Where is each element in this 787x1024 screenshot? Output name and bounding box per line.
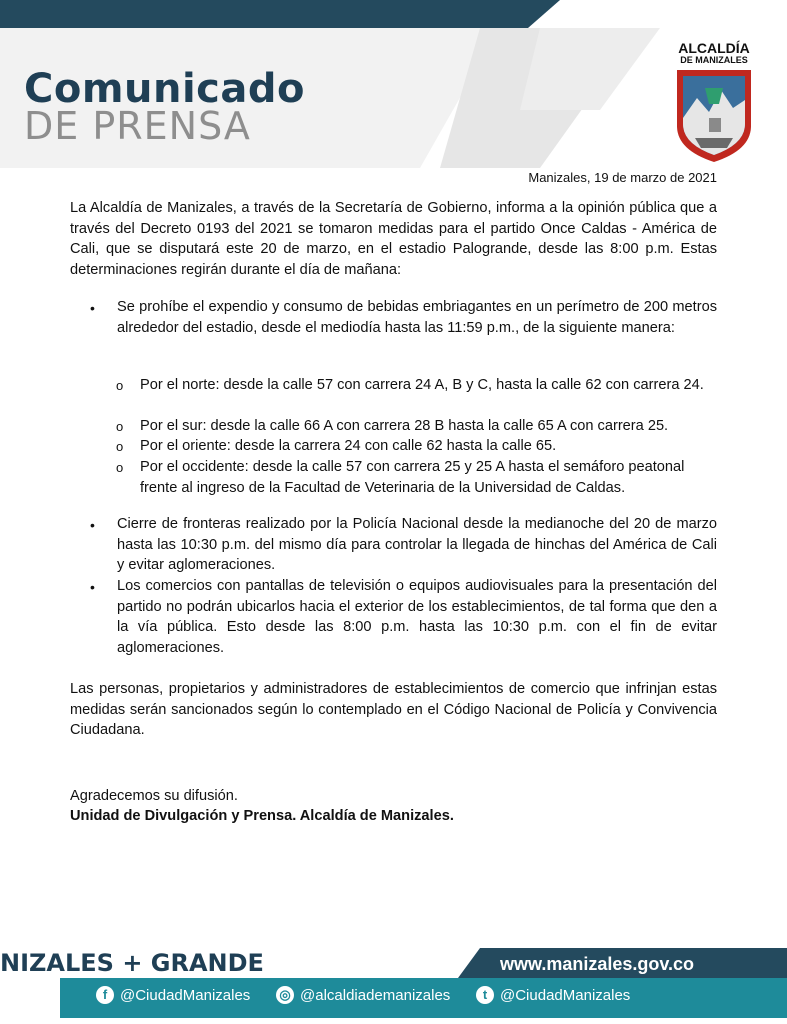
- signature-line: Unidad de Divulgación y Prensa. Alcaldía de Manizales.: [70, 808, 454, 824]
- bullet-marker: •: [90, 517, 95, 533]
- page-title: Comunicado: [24, 66, 305, 112]
- sub-item: Por el occidente: desde la calle 57 con carrera 25 y 25 A hasta el semáforo peatonal frente al ingreso de la Facultad de Veterinaria de la Universidad de Caldas.: [140, 459, 685, 496]
- bullet-marker: •: [90, 579, 95, 595]
- footer-brand: NIZALES + GRANDE: [0, 949, 264, 977]
- website-link[interactable]: www.manizales.gov.co: [500, 954, 695, 974]
- page-subtitle: DE PRENSA: [24, 104, 251, 148]
- logo-text: ALCALDÍA: [678, 40, 750, 56]
- twitter-icon: t: [476, 986, 494, 1004]
- sub-marker: o: [116, 460, 124, 475]
- twitter-handle: @CiudadManizales: [500, 986, 631, 1004]
- intro-paragraph: La Alcaldía de Manizales, a través de la Secretaría de Gobierno, informa a la opinión pública que a través del Decreto 0193 del 2021 se tomaron medidas para el partido Once Caldas - América de Cali, que se disputará este 20 de marzo, en el estadio Palogrande, desde las 8:00 p.m. Estas determinaciones regirán durante el día de mañana:: [70, 200, 717, 278]
- sub-item: Por el sur: desde la calle 66 A con carrera 28 B hasta la calle 65 A con carrera 25.: [140, 418, 669, 434]
- date-line: Manizales, 19 de marzo de 2021: [528, 170, 717, 185]
- instagram-link[interactable]: [276, 986, 450, 1004]
- bullet-item: Los comercios con pantallas de televisión o equipos audiovisuales para la presentación del partido no podrán ubicarlos hacia el exterior de los establecimientos, de tal forma que den a la vía pública. Esto desde las 8:00 p.m. hasta las 10:30 p.m. con el fin de evitar aglomeraciones.: [117, 578, 717, 656]
- logo-subtext: DE MANIZALES: [680, 55, 748, 65]
- sub-item: Por el oriente: desde la carrera 24 con calle 62 hasta la calle 65.: [140, 438, 557, 454]
- facebook-link[interactable]: [96, 986, 250, 1004]
- bullet-item: Cierre de fronteras realizado por la Policía Nacional desde la medianoche del 20 de marzo hasta las 10:30 p.m. del mismo día para controlar la llegada de hinchas del América de Cali y evitar aglomeraciones.: [117, 516, 717, 573]
- sub-marker: o: [116, 378, 124, 393]
- facebook-handle: @CiudadManizales: [120, 986, 251, 1004]
- closing-paragraph: Las personas, propietarios y administradores de establecimientos de comercio que infrinjan estas medidas serán sancionados según lo contemplado en el Código Nacional de Policía y Convivencia Ciudadana.: [70, 681, 717, 738]
- coat-of-arms-icon: [675, 68, 753, 164]
- thanks-line: Agradecemos su difusión.: [70, 788, 238, 804]
- sub-marker: o: [116, 419, 124, 434]
- bullet-marker: •: [90, 300, 95, 316]
- instagram-icon: ◎: [276, 986, 294, 1004]
- twitter-link[interactable]: [476, 986, 630, 1004]
- instagram-handle: @alcaldiademanizales: [300, 986, 451, 1004]
- bullet-item: Se prohíbe el expendio y consumo de bebidas embriagantes en un perímetro de 200 metros alrededor del estadio, desde el mediodía hasta las 11:59 p.m., de la siguiente manera:: [117, 299, 717, 336]
- sub-marker: o: [116, 439, 124, 454]
- sub-item: Por el norte: desde la calle 57 con carrera 24 A, B y C, hasta la calle 62 con carrera 24.: [140, 377, 704, 393]
- facebook-icon: f: [96, 986, 114, 1004]
